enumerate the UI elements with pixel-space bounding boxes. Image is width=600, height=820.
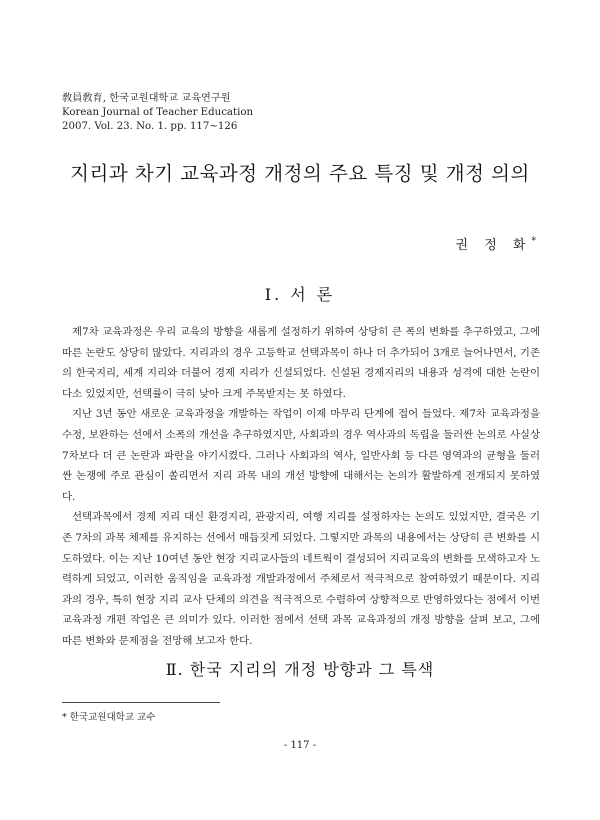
author	[456, 234, 536, 253]
section-heading-2: Ⅱ. 한국 지리의 개정 방향과 그 특색	[165, 660, 435, 679]
paragraph: 제7차 교육과정은 우리 교육의 방향을 새롭게 설정하기 위하여 상당히 큰 폭의 변화를 추구하였고, 그에 따른 논란도 상당히 많았다. 지리과의 경우 고등학교 선택과목이 하나 더 추가되어 3개로 늘어나면서, 기존의 한국지리, 세계 지리와 더불어 경제 지리가 신설되었다. 신설된 경제지리의 내용과 성격에 대한 논란이 다소 있었지만, 선택률이 극히 낮아 크게 주목받지는 못 하였다.	[62, 326, 540, 400]
page-number: - 117 -	[283, 740, 317, 751]
footnote-divider	[62, 702, 220, 703]
journal-header	[62, 92, 253, 134]
footnote: * 한국교원대학교 교수	[62, 712, 156, 723]
section-heading-introduction: Ⅰ. 서 론	[264, 285, 336, 304]
journal-name-english: Korean Journal of Teacher Education	[62, 107, 254, 118]
journal-name-korean: 敎員敎育, 한국교원대학교 교육연구원	[62, 93, 231, 104]
paragraph: 지난 3년 동안 새로운 교육과정을 개발하는 작업이 이제 마무리 단계에 접어 들었다. 제7차 교육과정을 수정, 보완하는 선에서 소폭의 개선을 추구하였지만, 사회과의 경우 역사과의 독립을 둘러싼 논의로 사실상 7차보다 더 큰 논란과 파란을 야기시켰다. 그러나 사회과의 역사, 일반사회 등 다른 영역과의 균형을 둘러싼 논쟁에 주로 관심이 쏠리면서 지리 과목 내의 개선 방향에 대해서는 논의가 활발하게 전개되지 못하였다.	[62, 408, 540, 503]
author-name: 권 정 화	[455, 238, 532, 253]
journal-citation: 2007. Vol. 23. No. 1. pp. 117~126	[62, 121, 238, 132]
paper-title: 지리과 차기 교육과정 개정의 주요 특징 및 개정 의의	[70, 162, 530, 185]
author-footnote-mark: *	[531, 236, 536, 247]
body-text	[62, 322, 540, 652]
paragraph: 선택과목에서 경제 지리 대신 환경지리, 관광지리, 여행 지리를 설정하자는 논의도 있었지만, 결국은 기존 7차의 과목 체제를 유지하는 선에서 매듭짓게 되었다. 그렇지만 과목의 내용에서는 상당히 큰 변화를 시도하였다. 이는 지난 10여년 동안 현장 지리교사들의 네트웍이 결성되어 지리교육의 변화를 모색하고자 노력하게 되었고, 이러한 움직임을 교육과정 개발과정에서 주체로서 적극적으로 참여하였기 때문이다. 지리과의 경우, 특히 현장 지리 교사 단체의 의견을 적극적으로 수렴하여 상향적으로 반영하였다는 점에서 이번 교육과정 개편 작업은 큰 의미가 있다. 이러한 점에서 선택 과목 교육과정의 개정 방향을 살펴 보고, 그에 따른 변화와 문제점을 전망해 보고자 한다.	[62, 511, 540, 647]
